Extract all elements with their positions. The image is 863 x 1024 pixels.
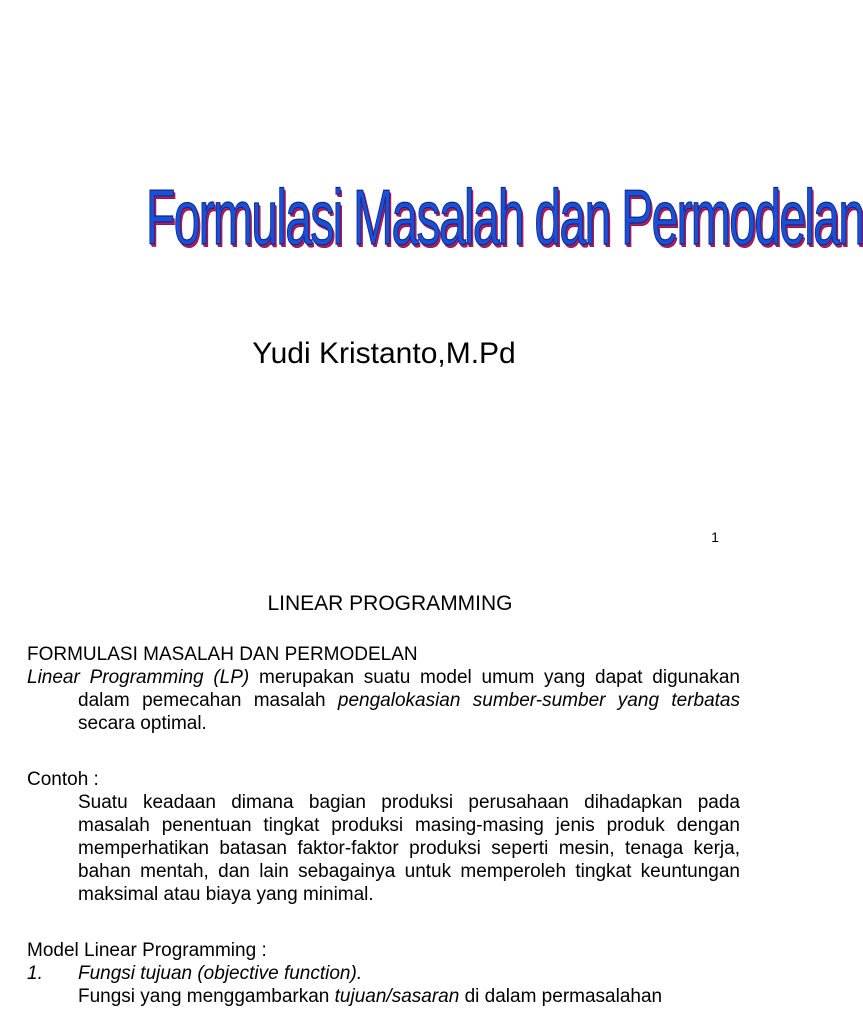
document-body (27, 643, 740, 1008)
list-item-description (27, 985, 740, 1008)
list-item (27, 962, 740, 985)
list-item-desc-emphasis: tujuan/sasaran (334, 986, 460, 1007)
definition-paragraph (27, 666, 740, 735)
list-item-desc-2: di dalam permasalahan (459, 986, 663, 1007)
example-text: Suatu keadaan dimana bagian produksi perusahaan dihadapkan pada masalah penentuan tingkat produksi masing-masing jenis produk dengan memperhatikan batasan faktor-faktor produksi seperti mesin, tenaga kerja, bahan mentah, dan lain sebagainya untuk memperoleh tingkat keuntungan maksimal atau biaya yang minimal. (78, 792, 740, 905)
slide-title: Formulasi Masalah dan Permodelan (145, 173, 863, 261)
definition-term: Linear Programming (LP) (27, 667, 250, 688)
list-item-title: Fungsi tujuan (objective function). (78, 963, 363, 984)
definition-text-2: secara optimal. (78, 713, 207, 734)
page-number: 1 (711, 529, 719, 545)
definition-emphasis: pengalokasian sumber-sumber yang terbatas (337, 690, 740, 711)
slide-author: Yudi Kristanto,M.Pd (252, 337, 516, 370)
model-label: Model Linear Programming : (27, 940, 267, 961)
list-item-desc-1: Fungsi yang menggambarkan (78, 986, 335, 1007)
definition-text-1: merupakan suatu model umum yang dapat digunakan dalam pemecahan masalah (78, 667, 740, 711)
section-heading: LINEAR PROGRAMMING (267, 592, 513, 615)
subheading: FORMULASI MASALAH DAN PERMODELAN (27, 644, 418, 665)
spacer (27, 735, 740, 768)
list-item-number: 1. (27, 963, 43, 984)
spacer (27, 906, 740, 939)
example-label: Contoh : (27, 769, 99, 790)
